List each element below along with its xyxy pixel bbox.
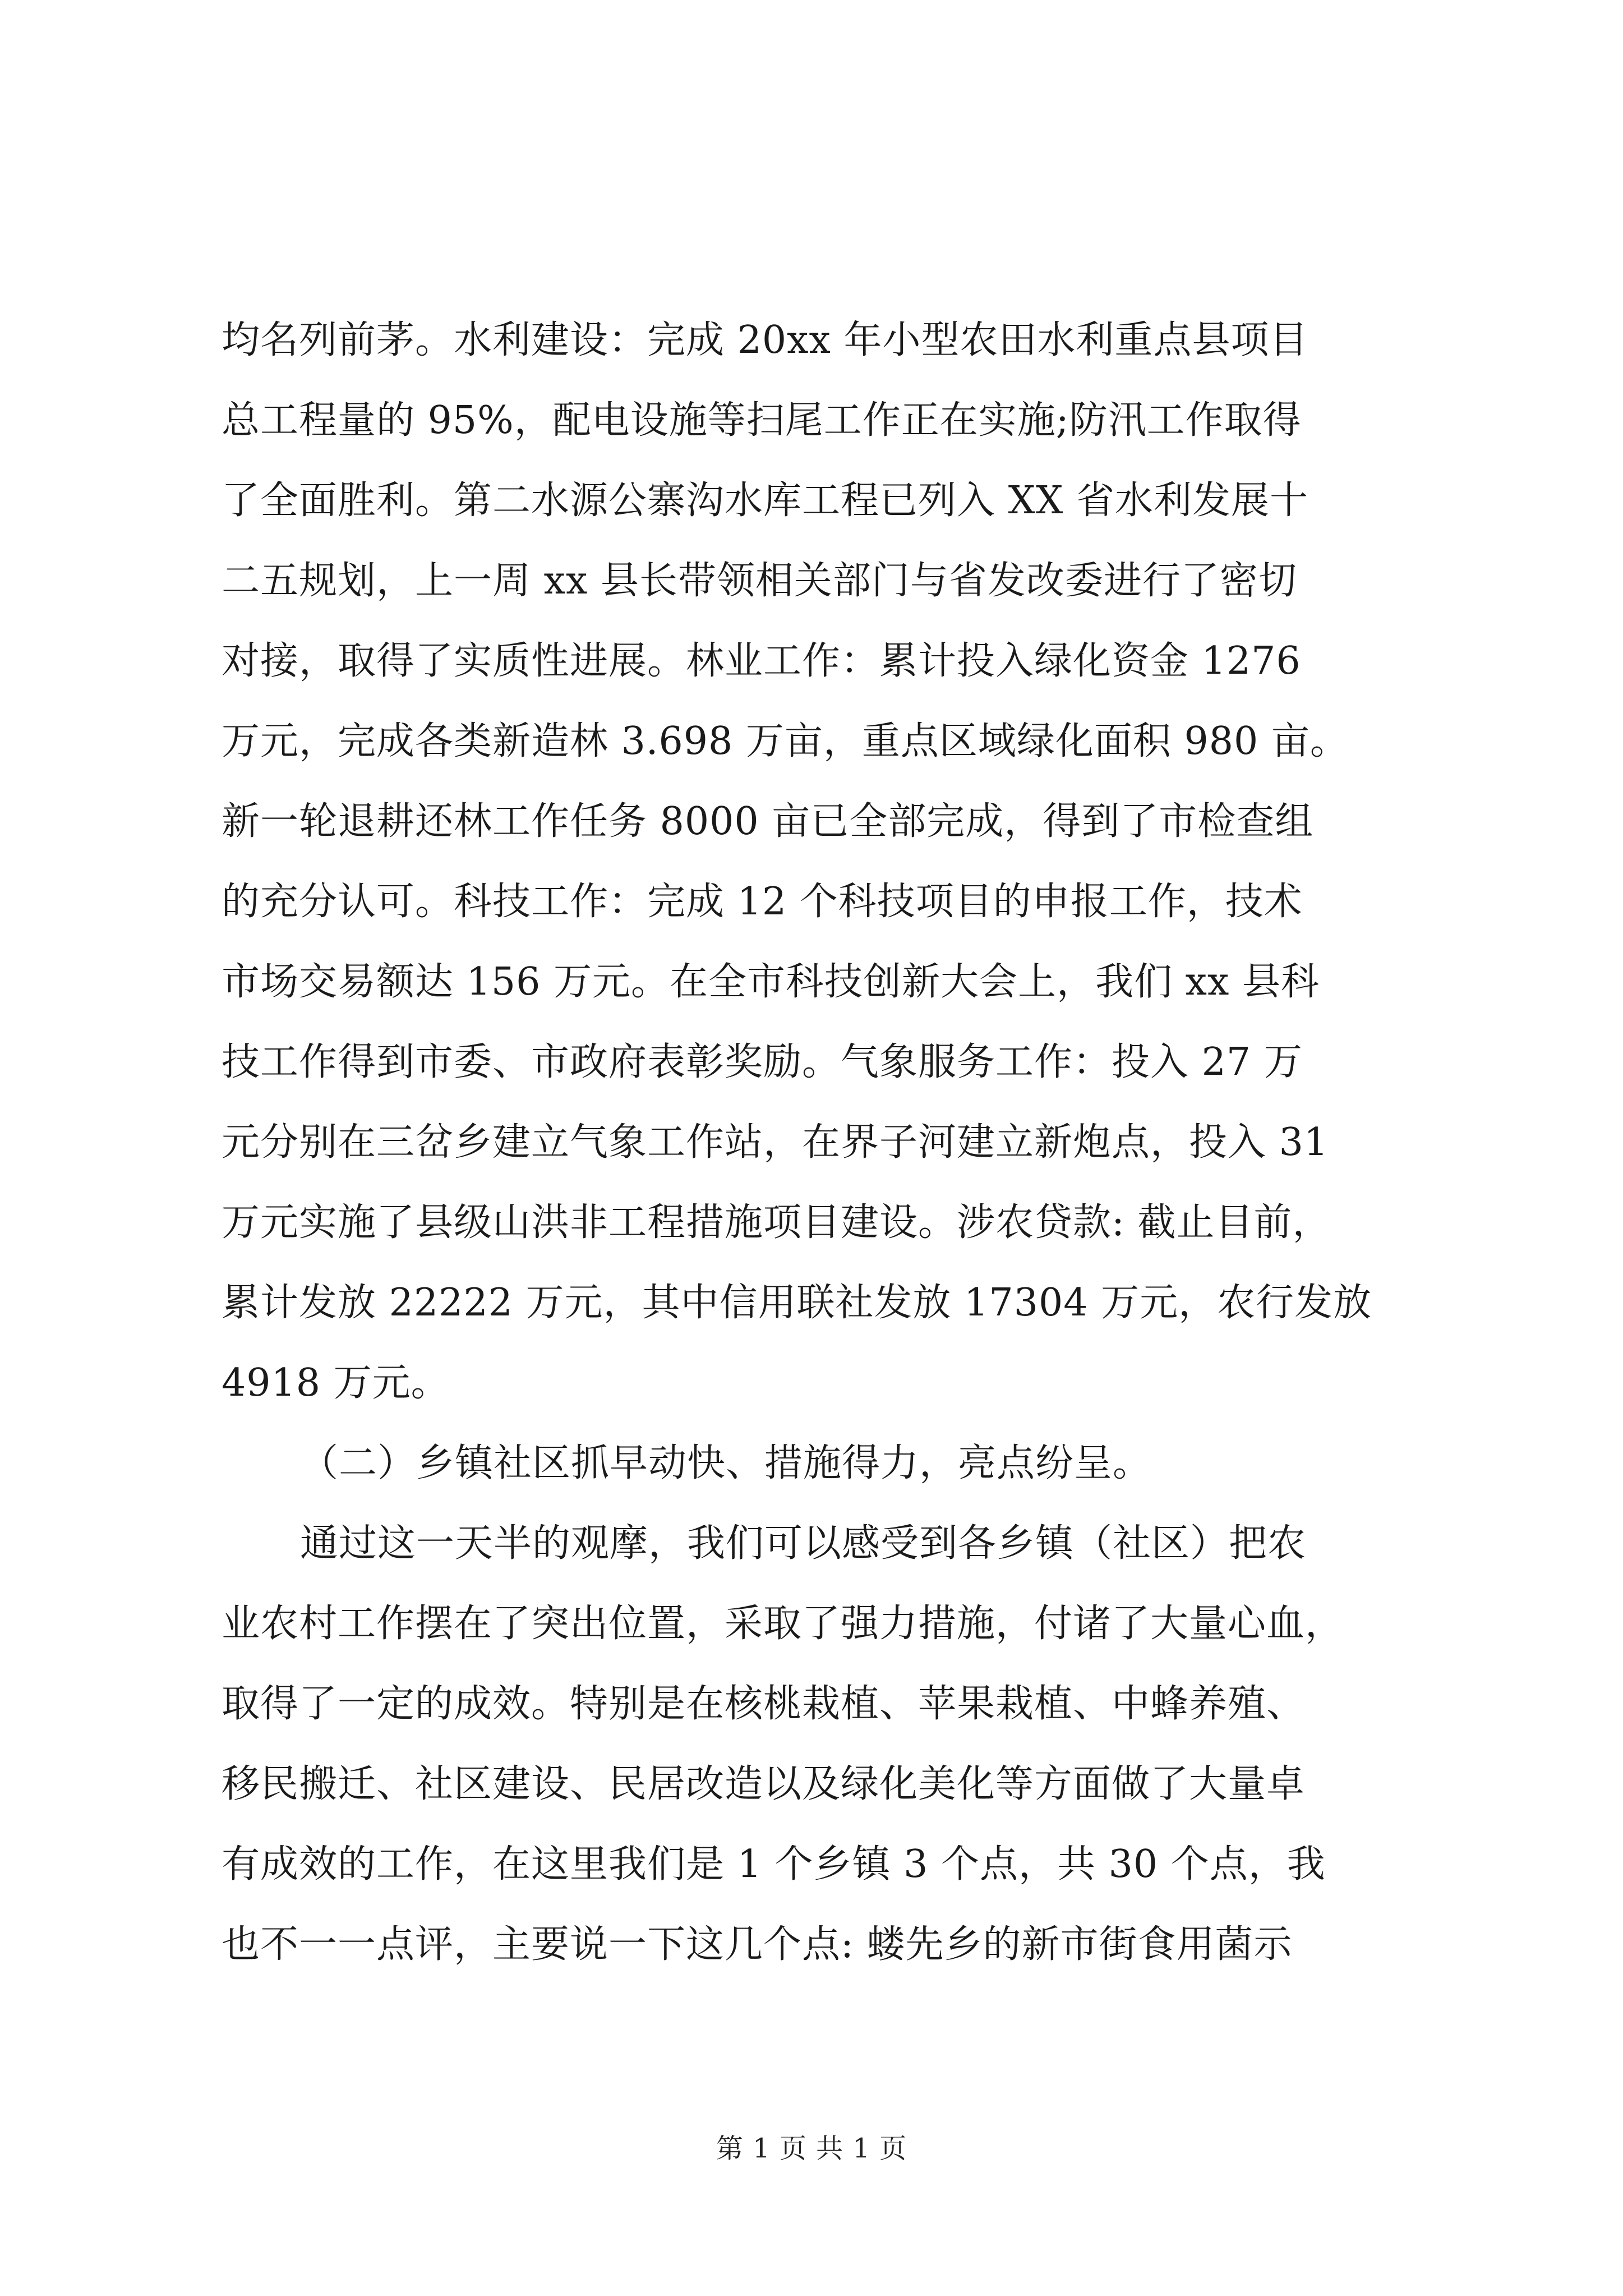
document-body [222, 300, 1422, 1985]
text-line: 万元实施了县级山洪非工程措施项目建设。涉农贷款: 截止目前， [222, 1200, 1331, 1245]
text-line: 元分别在三岔乡建立气象工作站，在界子河建立新炮点，投入 31 [222, 1120, 1329, 1165]
text-line: 4918 万元。 [222, 1361, 450, 1405]
text-line: 取得了一定的成效。特别是在核桃栽植、苹果栽植、中蜂养殖、 [222, 1682, 1306, 1726]
text-line: 市场交易额达 156 万元。在全市科技创新大会上，我们 xx 县科 [222, 960, 1320, 1004]
text-line: 对接，取得了实质性进展。林业工作：累计投入绿化资金 1276 [222, 639, 1301, 683]
text-line: 的充分认可。科技工作：完成 12 个科技项目的申报工作，技术 [222, 880, 1303, 924]
text-line: 总工程量的 95%，配电设施等扫尾工作正在实施;防汛工作取得 [222, 398, 1302, 443]
text-line: 也不一一点评，主要说一下这几个点: 蝼先乡的新市街食用菌示 [222, 1922, 1293, 1967]
text-line: 技工作得到市委、市政府表彰奖励。气象服务工作：投入 27 万 [222, 1040, 1303, 1084]
text-line: 累计发放 22222 万元，其中信用联社发放 17304 万元，农行发放 [222, 1281, 1372, 1325]
page-footer: 第 1 页 共 1 页 [716, 2133, 907, 2164]
text-line: 万元，完成各类新造林 3.698 万亩，重点区域绿化面积 980 亩。 [222, 719, 1349, 763]
text-line: 通过这一天半的观摩，我们可以感受到各乡镇（社区）把农 [300, 1521, 1307, 1566]
text-line: 移民搬迁、社区建设、民居改造以及绿化美化等方面做了大量卓 [222, 1762, 1306, 1806]
text-line: 二五规划，上一周 xx 县长带领相关部门与省发改委进行了密切 [222, 559, 1297, 603]
text-line: 了全面胜利。第二水源公寨沟水库工程已列入 XX 省水利发展十 [222, 478, 1309, 523]
text-line: 新一轮退耕还林工作任务 8000 亩已全部完成，得到了市检查组 [222, 799, 1314, 844]
section-heading: （二）乡镇社区抓早动快、措施得力，亮点纷呈。 [300, 1441, 1152, 1485]
text-line: 业农村工作摆在了突出位置，采取了强力措施，付诸了大量心血， [222, 1602, 1344, 1646]
text-line: 有成效的工作，在这里我们是 1 个乡镇 3 个点，共 30 个点，我 [222, 1842, 1326, 1887]
text-line: 均名列前茅。水利建设：完成 20xx 年小型农田水利重点县项目 [222, 318, 1308, 362]
